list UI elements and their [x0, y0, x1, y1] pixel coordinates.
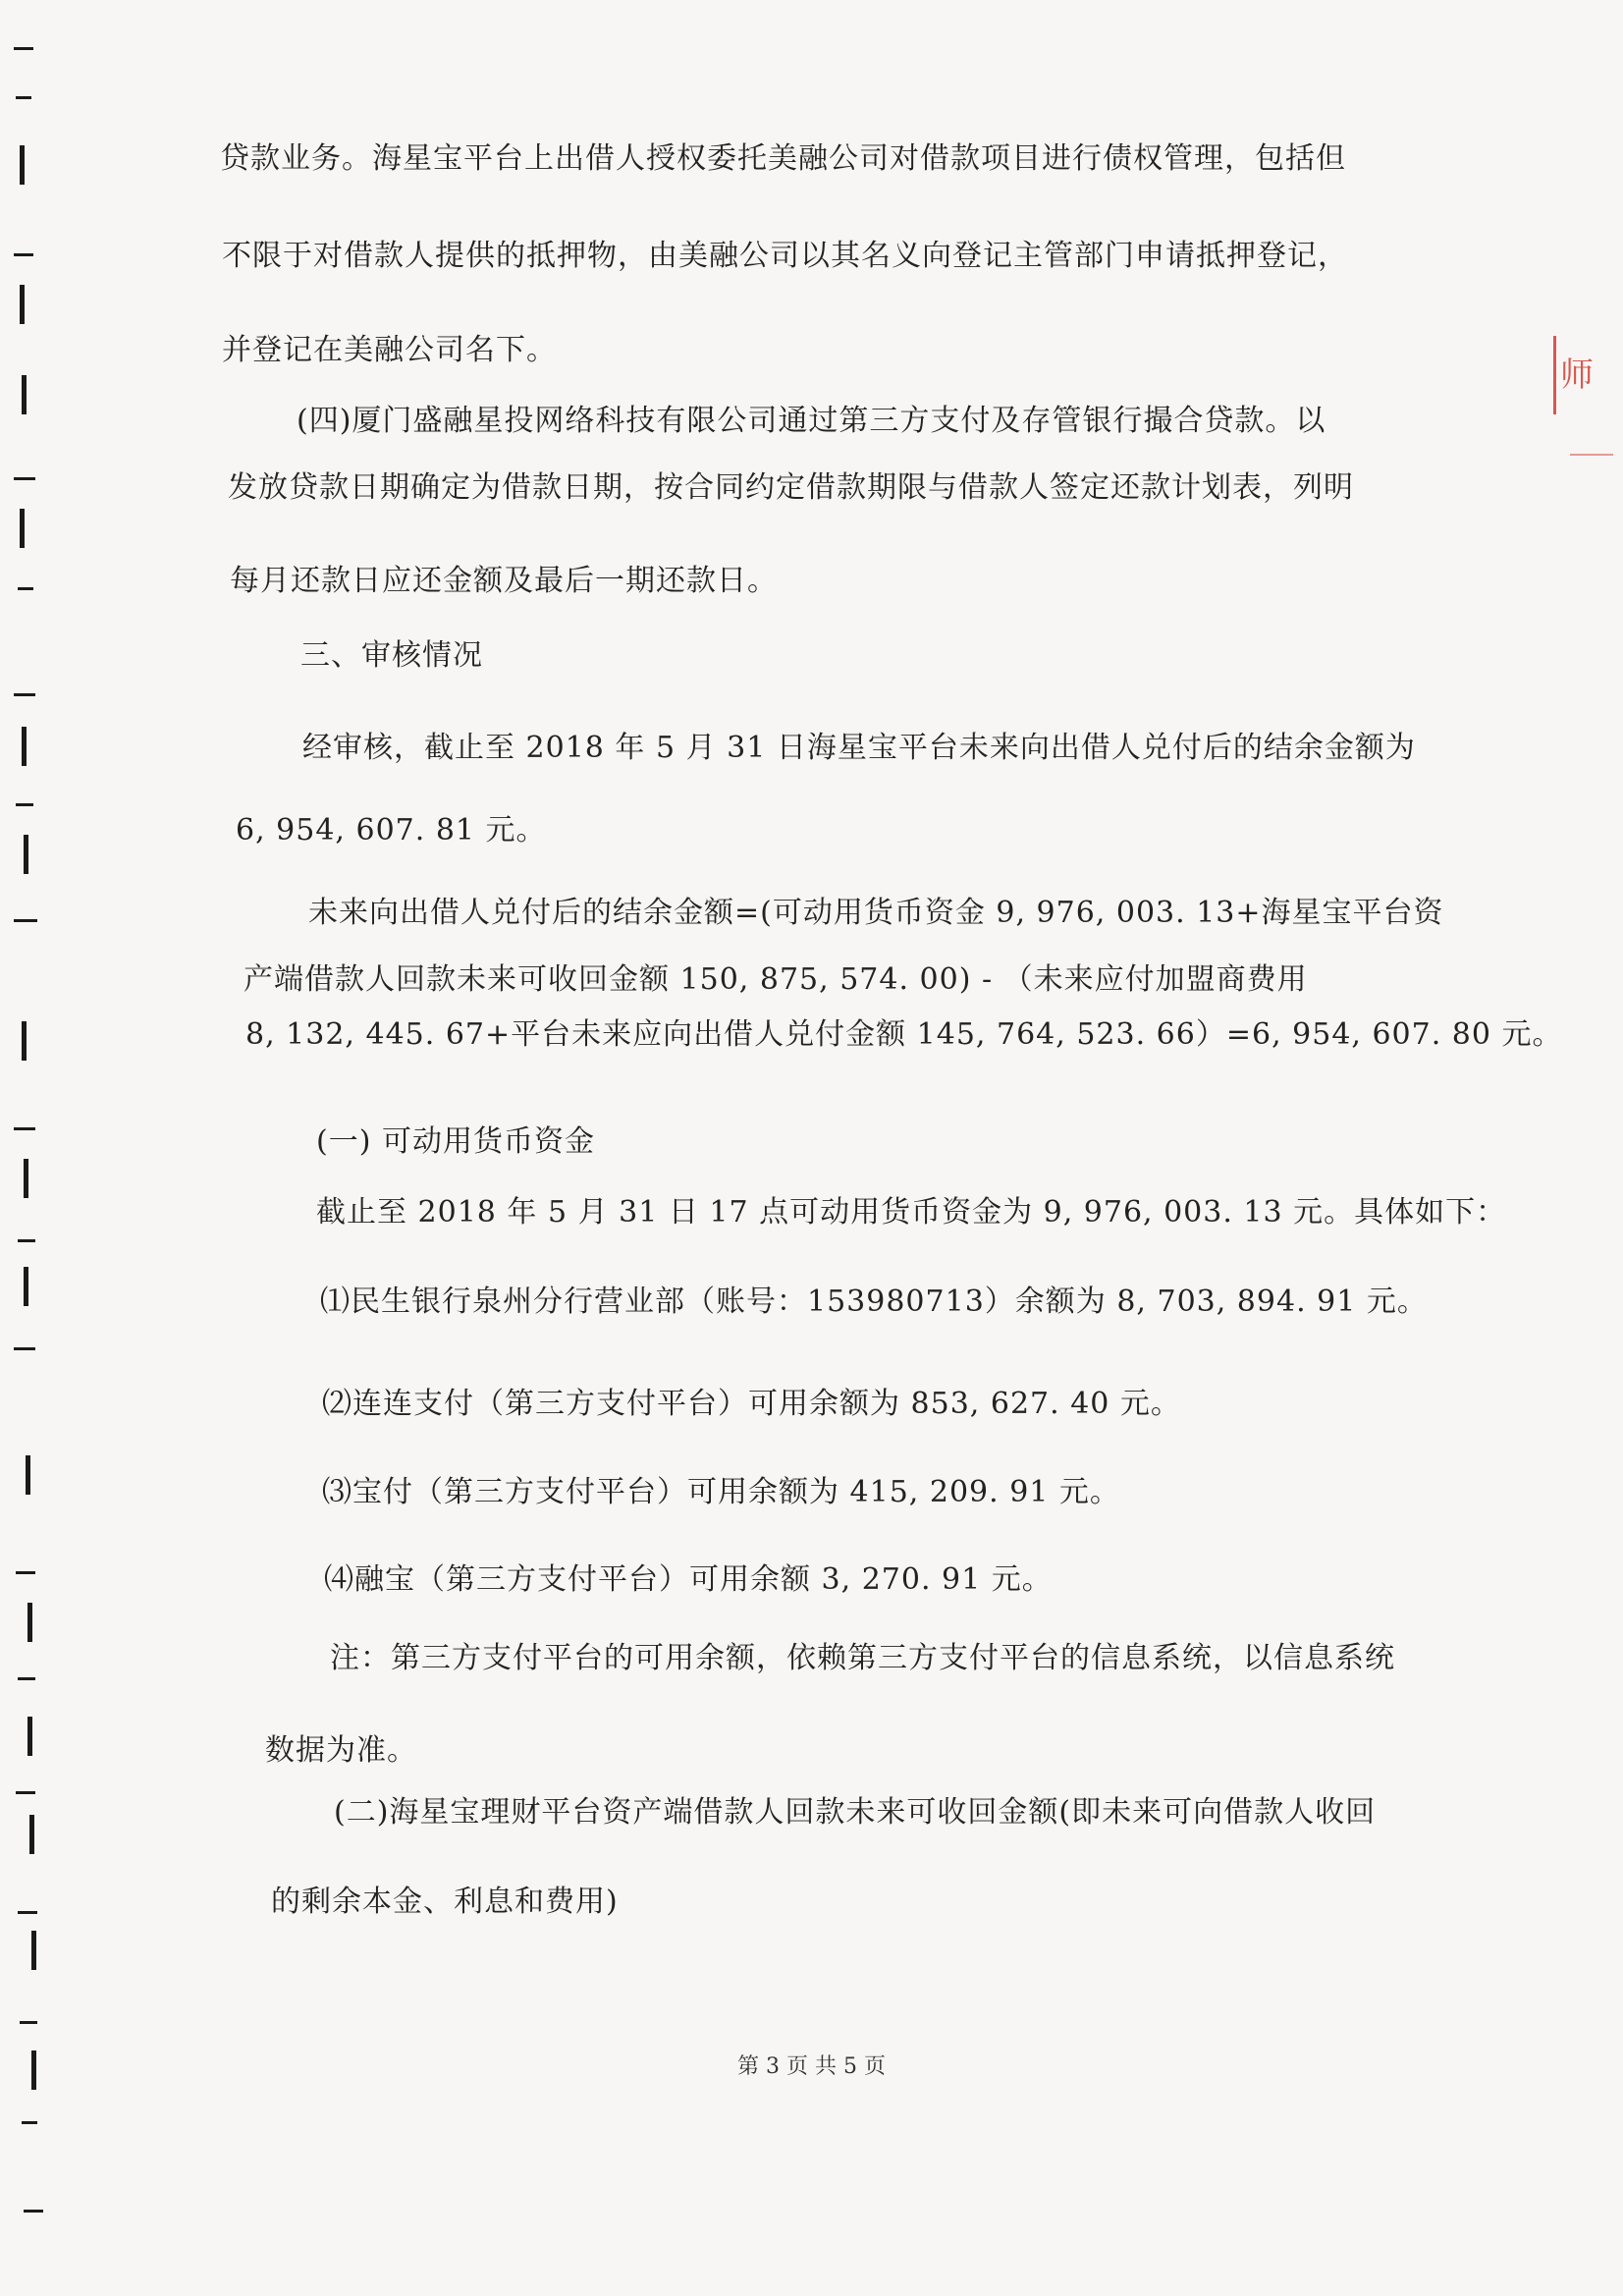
binding-mark: [22, 727, 27, 766]
subsection-heading: (二)海星宝理财平台资产端借款人回款未来可收回金额(即未来可向借款人收回: [334, 1795, 1377, 1830]
binding-mark: [18, 1677, 35, 1680]
paragraph-line: 并登记在美融公司名下。: [222, 333, 557, 367]
note-line: 数据为准。: [265, 1733, 417, 1768]
seal-edge: [1570, 454, 1613, 456]
red-seal-stamp: [1553, 336, 1605, 414]
list-item: ⑷融宝（第三方支付平台）可用余额 3, 270. 91 元。: [324, 1562, 1053, 1597]
binding-mark: [20, 2021, 37, 2024]
binding-mark: [29, 1815, 34, 1854]
binding-mark: [16, 1571, 35, 1574]
binding-mark: [20, 509, 25, 548]
binding-mark: [27, 1717, 32, 1756]
binding-mark: [22, 2121, 37, 2124]
section-heading: 三、审核情况: [300, 638, 483, 673]
binding-holes: [0, 0, 69, 2296]
binding-mark: [26, 1455, 30, 1495]
paragraph-line: 未来向出借人兑付后的结余金额=(可动用货币资金 9, 976, 003. 13+海星宝平台资: [308, 896, 1444, 930]
binding-mark: [24, 1159, 28, 1198]
binding-mark: [20, 145, 25, 185]
binding-mark: [24, 1267, 28, 1306]
binding-mark: [31, 1931, 36, 1970]
binding-mark: [27, 1603, 32, 1642]
seal-text: 师: [1560, 355, 1594, 395]
binding-mark: [14, 919, 37, 922]
binding-mark: [14, 477, 35, 480]
binding-mark: [16, 803, 33, 806]
binding-mark: [18, 1239, 35, 1242]
binding-mark: [18, 587, 33, 590]
binding-mark: [22, 375, 27, 414]
binding-mark: [18, 1911, 37, 1914]
binding-mark: [16, 96, 31, 99]
binding-mark: [14, 47, 33, 50]
paragraph-line: 经审核，截止至 2018 年 5 月 31 日海星宝平台未来向出借人兑付后的结余金额为: [302, 731, 1416, 765]
list-item: ⑶宝付（第三方支付平台）可用余额为 415, 209. 91 元。: [322, 1475, 1120, 1509]
paragraph-line: (四)厦门盛融星投网络科技有限公司通过第三方支付及存管银行撮合贷款。以: [297, 404, 1326, 438]
binding-mark: [16, 1791, 35, 1794]
paragraph-line: 发放贷款日期确定为借款日期，按合同约定借款期限与借款人签定还款计划表，列明: [228, 470, 1354, 505]
binding-mark: [14, 1127, 35, 1130]
binding-mark: [14, 1347, 35, 1350]
paragraph-line: 不限于对借款人提供的抵押物，由美融公司以其名义向登记主管部门申请抵押登记，: [222, 239, 1348, 273]
note-line: 注：第三方支付平台的可用余额，依赖第三方支付平台的信息系统，以信息系统: [330, 1641, 1395, 1675]
paragraph-line: 6, 954, 607. 81 元。: [236, 813, 547, 847]
binding-mark: [24, 2210, 43, 2213]
page-number: 第 3 页 共 5 页: [737, 2054, 886, 2079]
binding-mark: [14, 253, 33, 256]
paragraph-line: 8, 132, 445. 67+平台未来应向出借人兑付金额 145, 764, 523. 66）=6, 954, 607. 80 元。: [245, 1017, 1563, 1052]
subsection-heading: (一) 可动用货币资金: [316, 1124, 595, 1159]
paragraph-line: 贷款业务。海星宝平台上出借人授权委托美融公司对借款项目进行债权管理，包括但: [220, 141, 1346, 176]
binding-mark: [22, 1021, 27, 1061]
binding-mark: [14, 693, 35, 696]
paragraph-line: 产端借款人回款未来可收回金额 150, 875, 574. 00) - （未来应付加盟商费用: [243, 962, 1308, 997]
list-item: ⑵连连支付（第三方支付平台）可用余额为 853, 627. 40 元。: [322, 1387, 1181, 1421]
paragraph-line: 的剩余本金、利息和费用): [271, 1885, 619, 1919]
paragraph-line: 截止至 2018 年 5 月 31 日 17 点可动用货币资金为 9, 976, 003. 13 元。具体如下：: [316, 1195, 1507, 1230]
paragraph-line: 每月还款日应还金额及最后一期还款日。: [230, 564, 778, 598]
binding-mark: [24, 835, 28, 874]
list-item: ⑴民生银行泉州分行营业部（账号：153980713）余额为 8, 703, 894. 91 元。: [320, 1285, 1428, 1319]
binding-mark: [20, 285, 25, 324]
